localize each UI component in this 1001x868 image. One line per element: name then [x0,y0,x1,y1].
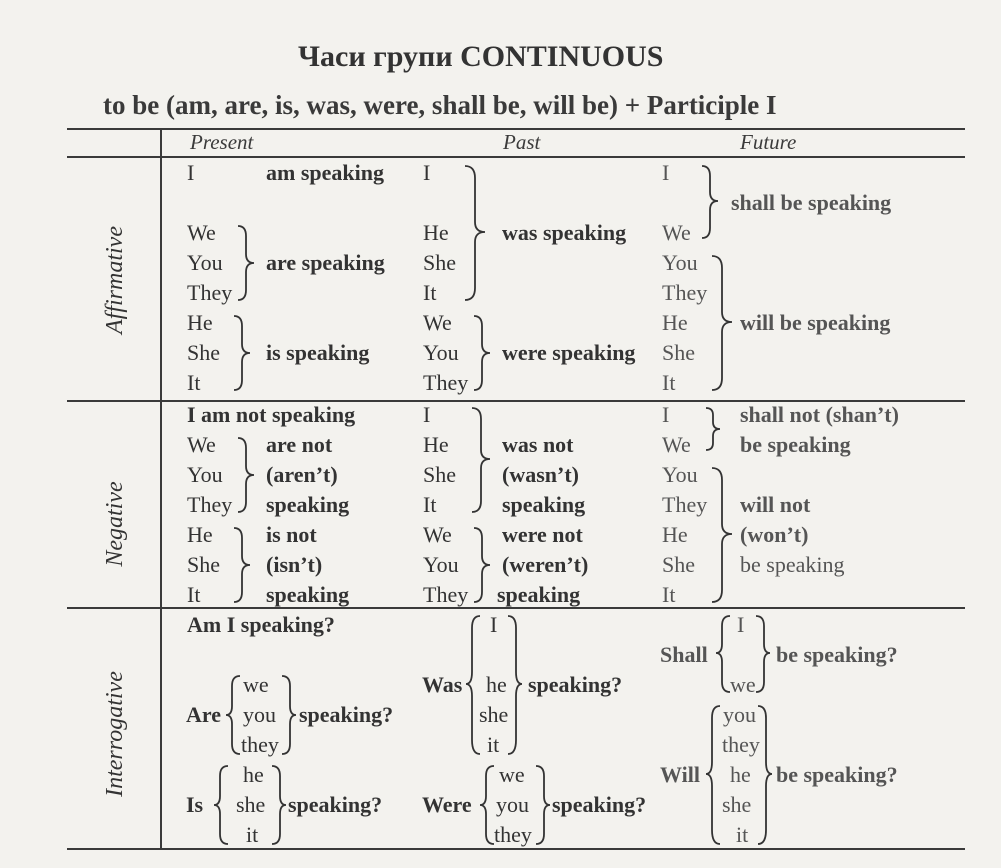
i-am-not-speaking: I am not speaking [187,402,356,427]
pronoun-we: We [187,220,216,245]
brace-icon [232,314,262,394]
pronoun-it: it [246,822,259,847]
row-label-negative: Negative [102,481,128,567]
brace-icon [710,466,740,606]
be-speaking-q: be speaking? [776,642,898,667]
header-past: Past [503,130,541,154]
was-speaking: was speaking [502,220,627,245]
isnt: (isn’t) [266,552,323,577]
are-speaking: are speaking [266,250,385,275]
pronoun-they: They [187,492,233,517]
speaking-q [288,794,382,816]
pronoun-i: I [737,612,745,637]
pronoun-i: I [187,160,195,185]
speaking-q-text: speaking? [528,672,623,697]
wont: (won’t) [740,522,809,547]
brace-icon [236,224,266,304]
shall-be-speaking: shall be speaking [731,190,892,215]
header-future: Future [740,130,797,154]
was-not: was not [502,432,574,457]
aux-shall: Shall [660,642,708,667]
pronoun-you: You [423,552,459,577]
pronoun-you: you [723,702,756,727]
wasnt: (wasn’t) [502,462,579,487]
pronoun-we: We [423,522,452,547]
pronoun-you: You [187,250,223,275]
is-not: is not [266,522,317,547]
pronoun-he: he [486,672,507,697]
pronoun-it: It [662,582,676,607]
pronoun-he: He [423,220,449,245]
brace-icon [236,436,266,516]
pronoun-they: They [187,280,233,305]
brace-icon [704,406,734,454]
header-present: Present [190,130,254,154]
pronoun-she: She [187,340,220,365]
were-speaking: were speaking [502,340,636,365]
pronoun-she: She [423,462,456,487]
pronoun-i: I [490,612,498,637]
am-speaking: am speaking [266,160,384,185]
pronoun-they: they [241,732,279,757]
pronoun-he: He [423,432,449,457]
pronoun-it: it [487,732,500,757]
pronoun-i: I [423,402,431,427]
pronoun-we: We [662,432,691,457]
row-label-interrogative: Interrogative [102,671,128,797]
were-not: were not [502,522,583,547]
pronoun-you: You [187,462,223,487]
pronoun-we: we [243,672,269,697]
be-speaking: be speaking [740,552,845,577]
pronoun-i: I [662,160,670,185]
pronoun-we: We [662,220,691,245]
pronoun-she: she [236,792,266,817]
pronoun-he: he [243,762,264,787]
pronoun-we: We [187,432,216,457]
pronoun-she: she [722,792,752,817]
speaking: speaking [502,492,586,517]
speaking-q-text: speaking? [552,792,647,817]
pronoun-it: It [423,280,437,305]
speaking-q [552,794,646,816]
pronoun-he: He [662,310,688,335]
negative-interrogative-divider [67,607,965,609]
pronoun-they: They [662,280,708,305]
speaking-q-text: speaking? [288,792,383,817]
speaking-q [299,704,393,726]
pronoun-it: It [187,370,201,395]
will-not: will not [740,492,811,517]
aux-is: Is [186,792,204,817]
pronoun-she: she [479,702,509,727]
pronoun-we: we [730,672,756,697]
is-speaking: is speaking [266,340,370,365]
be-speaking-q: be speaking? [776,762,898,787]
brace-icon [710,254,740,394]
brace-icon [463,164,493,304]
will-be-speaking: will be speaking [740,310,891,335]
aux-was: Was [422,672,463,697]
speaking: speaking [266,492,350,517]
brace-icon [232,526,262,606]
pronoun-she: She [662,340,695,365]
werent: (weren’t) [502,552,589,577]
page-title: Часи групи CONTINUOUS [298,40,664,73]
pronoun-they: they [494,822,532,847]
pronoun-i: I [662,402,670,427]
am-i-speaking: Am I speaking? [187,612,335,637]
brace-icon [472,314,502,394]
brace-icon [470,406,500,516]
header-rule [67,156,965,158]
aux-were: Were [422,792,472,817]
brace-icon [700,164,730,242]
label-column-divider [160,128,162,850]
speaking: speaking [266,582,350,607]
pronoun-it: it [736,822,749,847]
pronoun-we: We [423,310,452,335]
are-not: are not [266,432,333,457]
pronoun-you: you [243,702,276,727]
aux-will: Will [660,762,700,787]
pronoun-he: he [730,762,751,787]
pronoun-you: You [662,462,698,487]
speaking-q [528,674,622,696]
shall-not: shall not (shan’t) [740,402,899,427]
speaking: speaking [497,582,581,607]
pronoun-she: She [187,552,220,577]
pronoun-they: they [722,732,760,757]
pronoun-it: It [187,582,201,607]
formula-subtitle: to be (am, are, is, was, were, shall be, will be) + Participle I [103,90,777,120]
table-bottom-rule [67,848,965,850]
pronoun-you: you [496,792,529,817]
pronoun-it: It [423,492,437,517]
pronoun-they: They [423,582,469,607]
arent: (aren’t) [266,462,338,487]
pronoun-we: we [499,762,525,787]
aux-are: Are [186,702,222,727]
pronoun-you: You [662,250,698,275]
pronoun-it: It [662,370,676,395]
pronoun-they: They [662,492,708,517]
pronoun-he: He [187,522,213,547]
pronoun-she: She [423,250,456,275]
pronoun-i: I [423,160,431,185]
row-label-affirmative: Affirmative [102,226,128,334]
speaking-q-text: speaking? [299,702,394,727]
be-speaking: be speaking [740,432,851,457]
pronoun-he: He [187,310,213,335]
pronoun-they: They [423,370,469,395]
pronoun-he: He [662,522,688,547]
pronoun-you: You [423,340,459,365]
pronoun-she: She [662,552,695,577]
